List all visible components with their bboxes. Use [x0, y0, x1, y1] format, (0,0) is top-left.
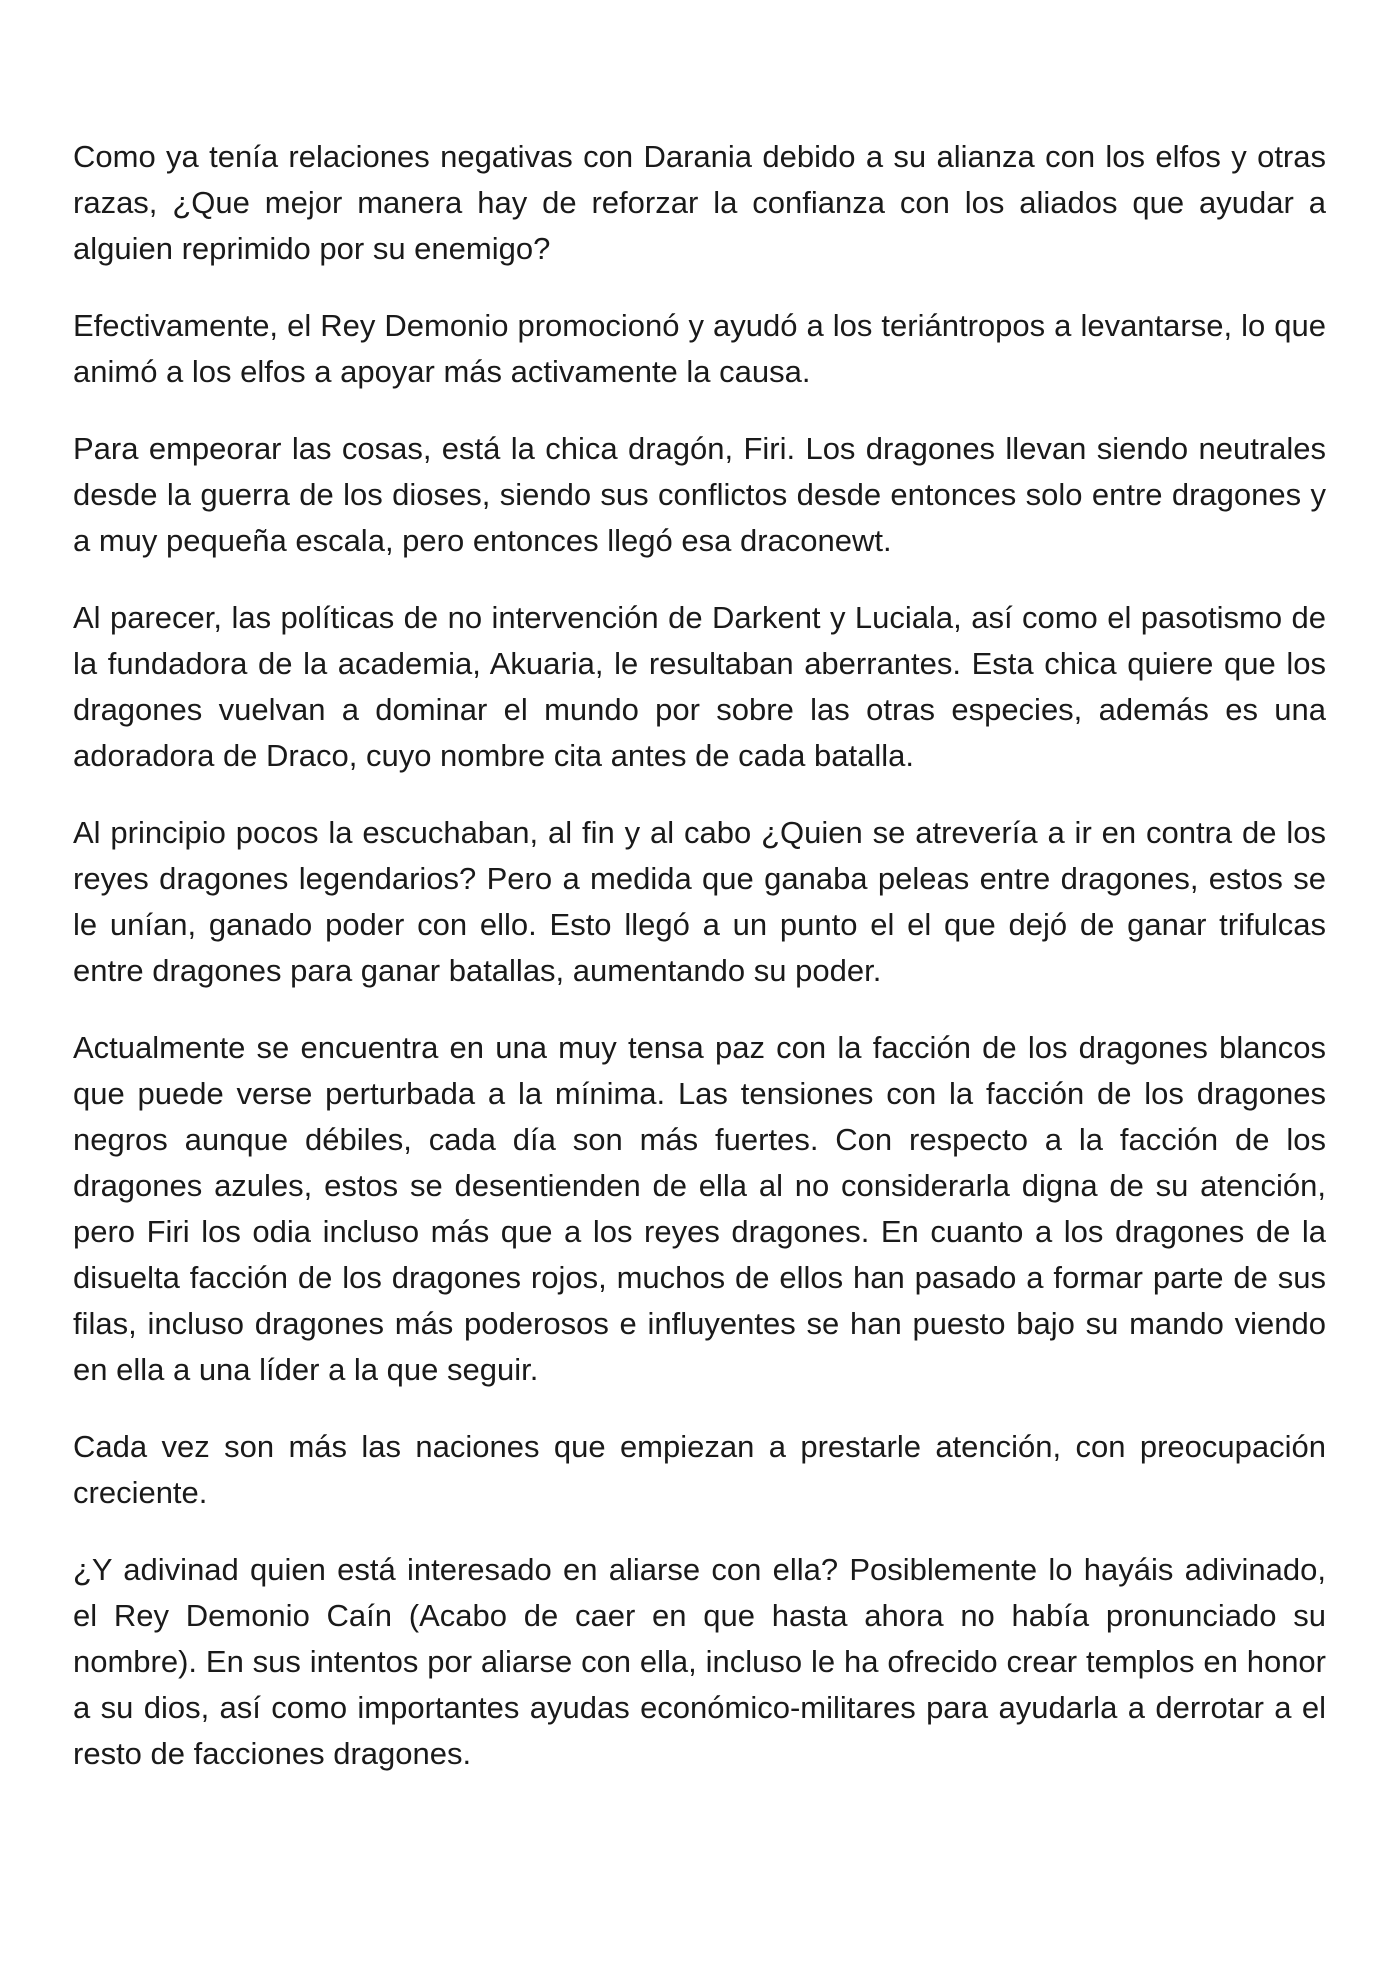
paragraph-5: Al principio pocos la escuchaban, al fin y al cabo ¿Quien se atrevería a ir en contra de los reyes dragones legendarios? Pero a medida que ganaba peleas entre dragones, estos se le unían, ganado poder con ello. Esto llegó a un punto el el que dejó de ganar trifulcas entre dragones para ganar batallas, aumentando su poder. [73, 815, 1326, 988]
paragraph-2: Efectivamente, el Rey Demonio promocionó y ayudó a los teriántropos a levantarse, lo que animó a los elfos a apoyar más activamente la causa. [73, 308, 1326, 389]
paragraph-3: Para empeorar las cosas, está la chica dragón, Firi. Los dragones llevan siendo neutrales desde la guerra de los dioses, siendo sus conflictos desde entonces solo entre dragones y a muy pequeña escala, pero entonces llegó esa draconewt. [73, 431, 1326, 558]
paragraph-6: Actualmente se encuentra en una muy tensa paz con la facción de los dragones blancos que puede verse perturbada a la mínima. Las tensiones con la facción de los dragones negros aunque débiles, cada día son más fuertes. Con respecto a la facción de los dragones azules, estos se desentienden de ella al no considerarla digna de su atención, pero Firi los odia incluso más que a los reyes dragones. En cuanto a los dragones de la disuelta facción de los dragones rojos, muchos de ellos han pasado a formar parte de sus filas, incluso dragones más poderosos e influyentes se han puesto bajo su mando viendo en ella a una líder a la que seguir. [73, 1030, 1326, 1387]
paragraph-1: Como ya tenía relaciones negativas con Darania debido a su alianza con los elfos y otras razas, ¿Que mejor manera hay de reforzar la confianza con los aliados que ayudar a alguien reprimido por su enemigo? [73, 139, 1326, 266]
document-body [73, 134, 1326, 1808]
paragraph-7: Cada vez son más las naciones que empiezan a prestarle atención, con preocupación creciente. [73, 1429, 1326, 1510]
paragraph-4: Al parecer, las políticas de no intervención de Darkent y Luciala, así como el pasotismo de la fundadora de la academia, Akuaria, le resultaban aberrantes. Esta chica quiere que los dragones vuelvan a dominar el mundo por sobre las otras especies, además es una adoradora de Draco, cuyo nombre cita antes de cada batalla. [73, 600, 1326, 773]
paragraph-8: ¿Y adivinad quien está interesado en aliarse con ella? Posiblemente lo hayáis adivinado, el Rey Demonio Caín (Acabo de caer en que hasta ahora no había pronunciado su nombre). En sus intentos por aliarse con ella, incluso le ha ofrecido crear templos en honor a su dios, así como importantes ayudas económico-militares para ayudarla a derrotar a el resto de facciones dragones. [73, 1552, 1326, 1771]
